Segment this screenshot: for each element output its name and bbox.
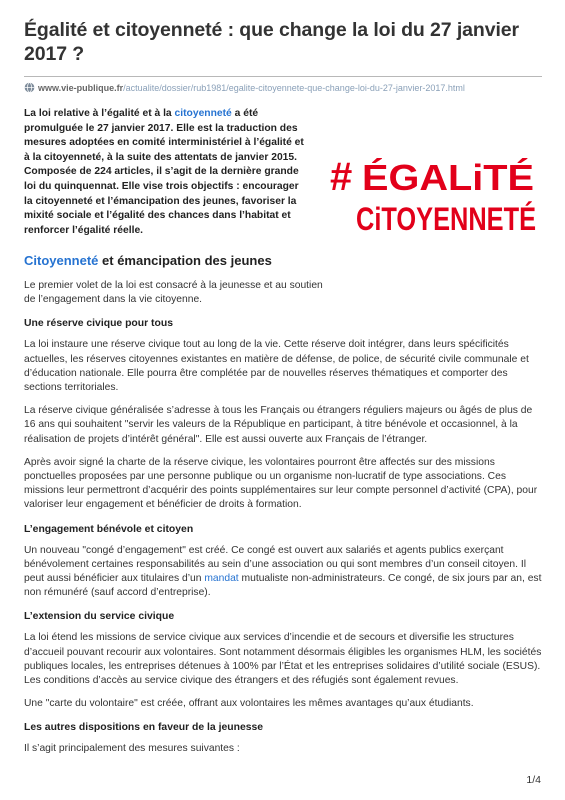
section-heading-text: et émancipation des jeunes bbox=[98, 253, 272, 268]
divider bbox=[24, 76, 542, 77]
heading-autres-dispositions: Les autres dispositions en faveur de la jeunesse bbox=[24, 722, 264, 734]
paragraph: La loi étend les missions de service civique aux services d’incendie et de secours et diversifie les structures d’accueil pouvant recourir aux volontaires. Sont notamment désormais éligibles les organismes HLM, les sociétés publiques locales, les entreprises détenues à 100% par l’État et les entreprises solidaires d’utilité sociale (ESUS). Les conditions d’accès au service civique des étrangers et des réfugiés sont également revues. bbox=[24, 632, 542, 687]
intro-paragraph bbox=[24, 107, 306, 238]
paragraph: La loi instaure une réserve civique tout au long de la vie. Cette réserve doit intégrer, dans leurs spécificités actuelles, les réserves citoyennes existantes en matière de défense, de police, de sécurité civile communale et d’éducation nationale. Elle pourra être complétée par de nouvelles réserves thématiques et comporter des sections territoriales. bbox=[24, 339, 529, 394]
page-title: Égalité et citoyenneté : que change la loi du 27 janvier 2017 ? bbox=[24, 19, 520, 65]
document-page bbox=[24, 18, 542, 757]
paragraph: Il s’agit principalement des mesures suivantes : bbox=[24, 743, 240, 755]
citoyennete-link[interactable]: citoyenneté bbox=[174, 108, 232, 119]
logo-hash: # bbox=[330, 155, 353, 199]
heading-reserve-civique: Une réserve civique pour tous bbox=[24, 318, 173, 330]
source-domain[interactable]: www.vie-publique.fr bbox=[38, 82, 124, 93]
section-lead: Le premier volet de la loi est consacré à la jeunesse et au soutien de l’engagement dans la vie citoyenne. bbox=[24, 280, 323, 306]
logo-line-1: ÉGALiTÉ bbox=[362, 157, 534, 198]
mandat-link[interactable]: mandat bbox=[204, 573, 239, 585]
paragraph: La réserve civique généralisée s’adresse à tous les Français ou étrangers réguliers majeurs ou âgés de plus de 16 ans qui souhaitent "servir les valeurs de la République en participant, à titre bénévole et occasionnel, à la réalisation de projets d’intérêt général". Elle est aussi ouverte aux Français de l’étranger. bbox=[24, 405, 533, 445]
paragraph-text-rest: mutualiste non-administrateurs. Ce congé, de six jours par an, est non rémunéré (sauf accord d’entreprise). bbox=[24, 573, 542, 599]
paragraph-text: Un nouveau "congé d’engagement" est créé. Ce congé est ouvert aux salariés et agents publics exerçant bénévolement certaines responsabilités au sein d’une association ou qui sont membres d’un conseil citoyen. Il peut aussi bénéficier aux titulaires d’un bbox=[24, 544, 526, 585]
heading-engagement: L’engagement bénévole et citoyen bbox=[24, 523, 194, 535]
intro-text: La loi relative à l’égalité et à la bbox=[24, 108, 175, 119]
source-path[interactable]: /actualite/dossier/rub1981/egalite-citoyennete-que-change-loi-du-27-janvier-2017.html bbox=[123, 82, 465, 93]
logo-line-2: CiTOYENNETÉ bbox=[356, 201, 536, 237]
intro-block bbox=[24, 107, 542, 243]
page-number: 1/4 bbox=[526, 774, 541, 786]
intro-text-rest: a été promulguée le 27 janvier 2017. Elle est la traduction des mesures adoptées en comité interministériel à l’égalité et à la citoyenneté, à la suite des attentats de janvier 2015. Composée de 224 articles, il s’agit de la dernière grande loi du quinquennat. Elle vise trois objectifs : encourager la citoyenneté et l’émancipation des jeunes, favoriser la mixité sociale et l’égalité des chances dans l’habitat et renforcer l’égalité réelle. bbox=[24, 108, 304, 236]
paragraph: Une "carte du volontaire" est créée, offrant aux volontaires les mêmes avantages qu’aux étudiants. bbox=[24, 698, 474, 710]
section-heading-jeunes bbox=[24, 253, 542, 268]
citoyennete-heading-link[interactable]: Citoyenneté bbox=[24, 253, 99, 268]
globe-icon bbox=[24, 82, 35, 93]
source-url[interactable] bbox=[24, 82, 542, 93]
egalite-citoyennete-logo bbox=[326, 144, 542, 248]
heading-service-civique: L’extension du service civique bbox=[24, 611, 175, 623]
paragraph bbox=[24, 544, 542, 601]
paragraph: Après avoir signé la charte de la réserve civique, les volontaires pourront être affectés sur des missions ponctuelles proposées par une personne publique ou un organisme non-lucratif de type associations. Ces missions leur permettront d’acquérir des points supplémentaires sur leur compte personnel d’activité (CPA), pour valoriser leur engagement et bénéficier de droits à formation. bbox=[24, 456, 538, 511]
